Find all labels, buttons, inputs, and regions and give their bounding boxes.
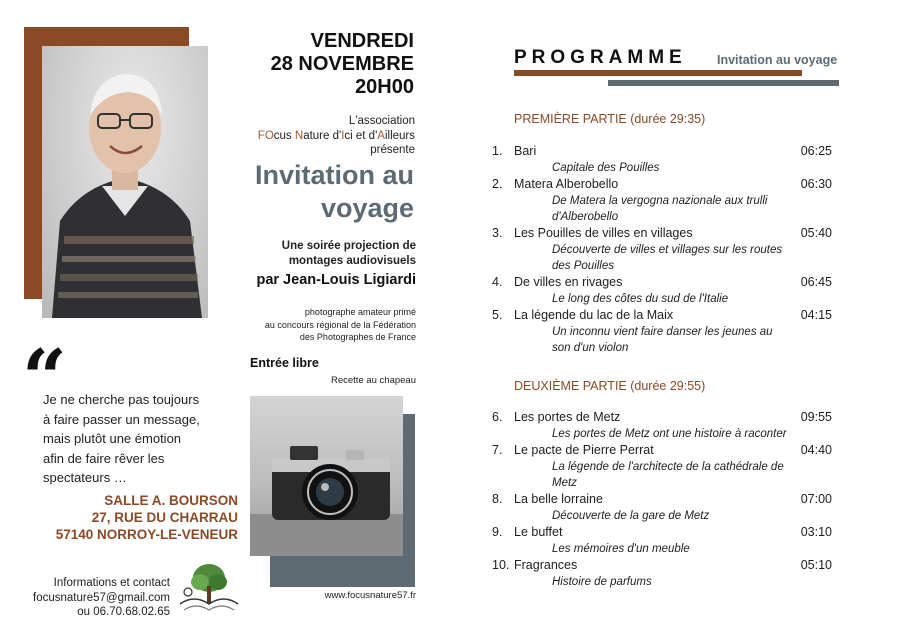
item-number: 5. bbox=[492, 308, 503, 322]
association-block bbox=[226, 114, 415, 158]
quote-line: à faire passer un message, bbox=[43, 411, 200, 427]
item-duration: 06:25 bbox=[800, 144, 832, 158]
item-description: Le long des côtes du sud de l'Italie bbox=[552, 293, 729, 305]
event-time: 20H00 bbox=[355, 76, 414, 98]
item-name: Fragrances bbox=[514, 558, 578, 572]
portrait-illustration bbox=[42, 46, 208, 318]
focus-nature-logo-icon bbox=[176, 560, 242, 616]
programme-item bbox=[492, 176, 832, 225]
programme-item bbox=[492, 557, 832, 590]
contact-block bbox=[20, 576, 170, 620]
entry-info: Entrée libre bbox=[250, 356, 319, 370]
programme-accent-bar bbox=[514, 70, 802, 76]
contact-label: Informations et contact bbox=[53, 577, 170, 589]
programme-subtitle: Invitation au voyage bbox=[717, 53, 838, 67]
item-name: Bari bbox=[514, 144, 537, 158]
recette-info: Recette au chapeau bbox=[330, 375, 416, 386]
programme-title: PROGRAMME bbox=[514, 47, 687, 68]
programme-item bbox=[492, 491, 832, 524]
association-name-part: I bbox=[341, 129, 345, 142]
item-duration: 04:15 bbox=[800, 308, 832, 322]
programme-item bbox=[492, 524, 832, 557]
programme-slate-bar bbox=[608, 80, 839, 86]
association-name-part: ci et d' bbox=[344, 129, 378, 142]
event-title bbox=[214, 159, 414, 225]
author-desc-line: photographe amateur primé bbox=[304, 307, 416, 317]
author-description bbox=[226, 306, 416, 344]
item-number: 7. bbox=[492, 443, 503, 457]
association-presents: présente bbox=[370, 144, 415, 156]
author-desc-line: au concours régional de la Fédération bbox=[264, 319, 416, 330]
association-name-part: illeurs bbox=[384, 129, 415, 142]
association-name-part: FO bbox=[257, 129, 274, 142]
item-number: 2. bbox=[492, 177, 503, 191]
item-description: De Matera la vergogna nazionale aux trulli d'Alberobello bbox=[552, 195, 768, 223]
event-date bbox=[248, 30, 414, 99]
portrait-photo bbox=[42, 46, 208, 318]
programme-item bbox=[492, 409, 832, 442]
camera-icon bbox=[250, 396, 403, 556]
quote-line: spectateurs … bbox=[43, 470, 127, 485]
venue-address bbox=[40, 492, 238, 543]
programme-item bbox=[492, 143, 832, 176]
subtitle-line: montages audiovisuels bbox=[288, 255, 416, 267]
subtitle-line: Une soirée projection de bbox=[281, 240, 416, 252]
item-duration: 05:10 bbox=[800, 558, 832, 572]
item-name: La légende du lac de la Maix bbox=[514, 308, 674, 322]
item-name: Le buffet bbox=[514, 525, 563, 539]
item-name: Le pacte de Pierre Perrat bbox=[514, 443, 654, 457]
item-description: Histoire de parfums bbox=[552, 576, 652, 588]
programme-item bbox=[492, 274, 832, 307]
item-duration: 03:10 bbox=[800, 525, 832, 539]
item-description: Découverte de la gare de Metz bbox=[552, 510, 710, 522]
item-name: La belle lorraine bbox=[514, 492, 603, 506]
association-name-part: A bbox=[377, 129, 385, 142]
event-day: VENDREDI bbox=[310, 30, 414, 52]
part-one-title: PREMIÈRE PARTIE (durée 29:35) bbox=[514, 112, 706, 126]
item-description: Les mémoires d'un meuble bbox=[552, 543, 690, 555]
item-duration: 05:40 bbox=[800, 226, 832, 240]
venue-city: 57140 NORROY-LE-VENEUR bbox=[55, 527, 238, 542]
association-name-part: cus bbox=[273, 129, 295, 142]
contact-phone: ou 06.70.68.02.65 bbox=[77, 606, 170, 618]
contact-email[interactable]: focusnature57@gmail.com bbox=[33, 591, 170, 604]
item-number: 4. bbox=[492, 275, 503, 289]
item-duration: 06:45 bbox=[800, 275, 832, 289]
association-name-part: ature d' bbox=[303, 129, 342, 142]
event-subtitle bbox=[250, 239, 416, 269]
part-two-title: DEUXIÈME PARTIE (durée 29:55) bbox=[514, 379, 706, 393]
quote-mark-icon: “ bbox=[22, 333, 67, 424]
programme-item bbox=[492, 307, 832, 356]
item-number: 10. bbox=[492, 558, 510, 572]
author-name: par Jean-Louis Ligiardi bbox=[256, 272, 416, 288]
website-link[interactable]: www.focusnature57.fr bbox=[324, 590, 416, 601]
programme-item bbox=[492, 225, 832, 274]
item-number: 3. bbox=[492, 226, 503, 240]
item-duration: 06:30 bbox=[800, 177, 832, 191]
event-title-line: voyage bbox=[320, 193, 414, 223]
item-number: 1. bbox=[492, 144, 503, 158]
association-intro: L'association bbox=[348, 115, 415, 127]
quote-line: Je ne cherche pas toujours bbox=[43, 392, 200, 407]
venue-street: 27, RUE DU CHARRAU bbox=[91, 510, 238, 525]
item-name: Matera Alberobello bbox=[514, 177, 619, 191]
camera-photo bbox=[250, 396, 403, 556]
item-description: La légende de l'architecte de la cathédrale de Metz bbox=[552, 461, 784, 489]
item-name: Les portes de Metz bbox=[514, 410, 621, 424]
event-title-line: Invitation au bbox=[254, 160, 414, 190]
item-number: 9. bbox=[492, 525, 503, 539]
quote-line: mais plutôt une émotion bbox=[43, 431, 182, 446]
association-name bbox=[226, 129, 415, 144]
venue-name: SALLE A. BOURSON bbox=[104, 493, 238, 508]
item-name: Les Pouilles de villes en villages bbox=[514, 226, 693, 240]
association-name-part: N bbox=[294, 129, 304, 142]
item-duration: 09:55 bbox=[800, 410, 832, 424]
event-date-value: 28 NOVEMBRE bbox=[270, 53, 414, 75]
author-desc-line: des Photographes de France bbox=[299, 332, 416, 342]
item-number: 8. bbox=[492, 492, 503, 506]
item-description: Les portes de Metz ont une histoire à raconter bbox=[552, 428, 787, 440]
programme-item bbox=[492, 442, 832, 491]
item-description: Un inconnu vient faire danser les jeunes au son d'un violon bbox=[552, 326, 773, 354]
item-name: De villes en rivages bbox=[514, 275, 623, 289]
part-one-list bbox=[492, 143, 832, 356]
item-number: 6. bbox=[492, 410, 503, 424]
item-duration: 07:00 bbox=[800, 492, 832, 506]
part-two-list bbox=[492, 409, 832, 590]
quote-text bbox=[43, 390, 223, 488]
item-description: Découverte de villes et villages sur les routes des Pouilles bbox=[552, 244, 783, 272]
quote-line: afin de faire rêver les bbox=[43, 450, 165, 466]
item-duration: 04:40 bbox=[800, 443, 832, 457]
item-description: Capitale des Pouilles bbox=[552, 162, 660, 174]
